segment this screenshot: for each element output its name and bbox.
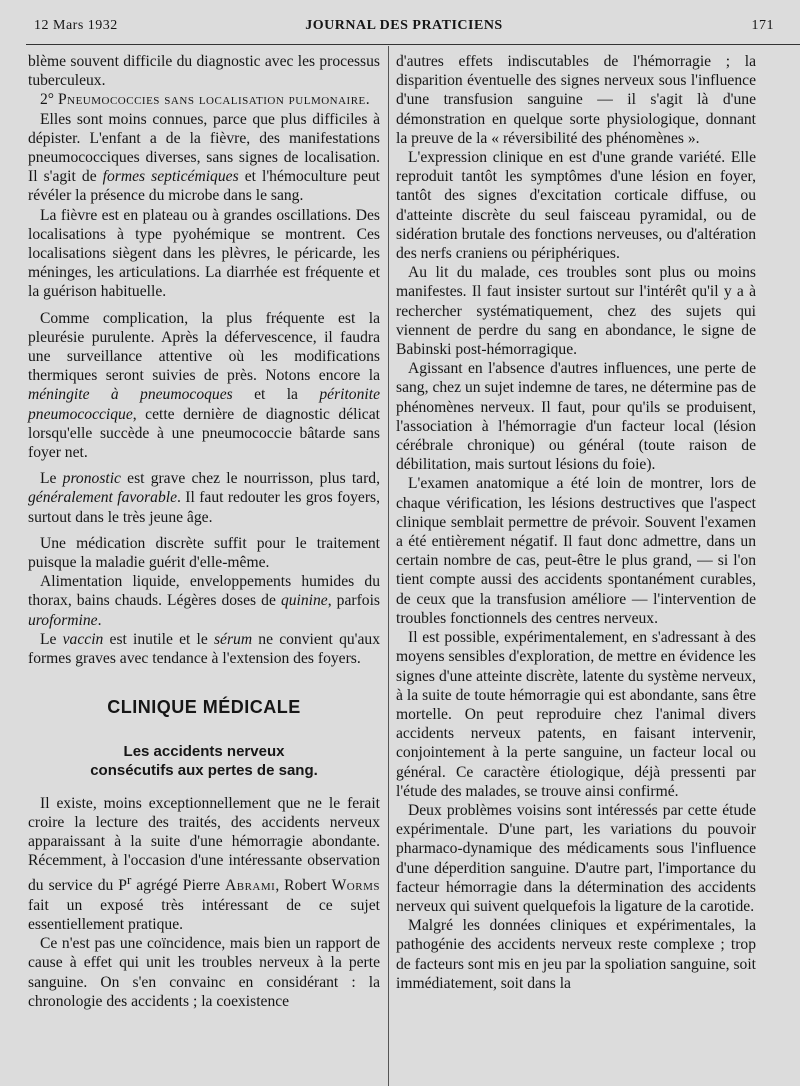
paragraph: L'examen anatomique a été loin de montrer, lors de chaque vérification, les lésions destructives que l'aspect clinique semblait permettre de prévoir. Souvent l'examen a été entièrement négatif. Il faut donc admettre, dans un certain nombre de cas, peut-être le plus grand, — si l'on tient compte aussi des accidents spontanément curables, de ceux que la transfusion améliore — l'intervention de troubles fonctionnels des centres nerveux. — [396, 475, 756, 627]
paragraph: Il est possible, expérimentalement, en s'adressant à des moyens sensibles d'exploration, de mettre en évidence les signes d'une atteinte discrète, latente du système nerveux, à la suite de toute hémorragie qui est abondante, sans être mortelle. On peut reproduire chez l'animal divers accidents nerveux patents, en faisant intervenir, conjointement à la perte sanguine, un facteur local ou général. Ce caractère étiologique, déjà pressenti par l'étude des malades, se trouve ainsi confirmé. — [396, 629, 756, 800]
paragraph: La fièvre est en plateau ou à grandes oscillations. Des localisations à type pyohémique se montrent. Ces localisations siègent dans les plèvres, le péricarde, les méninges, les articulations. La diarrhée est fréquente et la guérison habituelle. — [28, 206, 380, 301]
subsection-heading: 2° Pneumococcies sans localisation pulmonaire. — [40, 91, 371, 109]
header-page-number: 171 — [751, 18, 774, 33]
header-date: 12 Mars 1932 — [34, 18, 118, 33]
paragraph: Ce n'est pas une coïncidence, mais bien un rapport de cause à effet qui unit les troubles nerveux à la perte sanguine. On s'en convainc en considérant : la chronologie des accidents ; la coexistence — [28, 935, 380, 1010]
paragraph: Comme complication, la plus fréquente est la pleurésie purulente. Après la défervescence, il faudra une surveillance attentive où les modifications thermiques seront suivies de près. Notons encore la méningite à pneumocoques et la péritonite pneumococcique, cette dernière de diagnostic délicat lorsqu'elle succède à une pneumococcie bâtarde sans foyer net. — [28, 309, 380, 462]
paragraph: Le vaccin est inutile et le sérum ne convient qu'aux formes graves avec tendance à l'extension des foyers. — [28, 630, 380, 668]
paragraph: Au lit du malade, ces troubles sont plus ou moins manifestes. Il faut insister surtout sur l'intérêt qu'il y a à rechercher systématiquement, chez des sujets qui viennent de perdre du sang en abondance, le signe de Babinski post-hémorragique. — [396, 264, 756, 359]
paragraph: Malgré les données cliniques et expérimentales, la pathogénie des accidents nerveux reste complexe ; trop de facteurs sont mis en jeu par la spoliation sanguine, soit immédiatement, soit dans la — [396, 917, 756, 992]
paragraph: L'expression clinique en est d'une grande variété. Elle reproduit tantôt les symptômes d'une lésion en foyer, tantôt des signes d'excitation corticale diffuse, ou d'atteinte discrète du seul faisceau pyramidal, ou de sidération brutale des fonctions nerveuses, ou d'altération des nerfs craniens ou périphériques. — [396, 149, 756, 263]
paragraph: Une médication discrète suffit pour le traitement puisque la maladie guérit d'elle-même. — [28, 534, 380, 572]
article-title: Les accidents nerveux consécutifs aux pertes de sang. — [90, 742, 318, 779]
right-column — [396, 52, 756, 993]
left-column — [28, 52, 380, 1011]
paragraph: Elles sont moins connues, parce que plus difficiles à dépister. L'enfant a de la fièvre, des manifestations pneumococciques diverses, sans signes de localisation. Il s'agit de formes septicémiques et l'hémoculture peut révéler la présence du microbe dans le sang. — [28, 110, 380, 205]
paragraph-continued: blème souvent difficile du diagnostic avec les processus tuberculeux. — [28, 53, 380, 90]
section-title: CLINIQUE MÉDICALE — [107, 697, 301, 718]
paragraph: Alimentation liquide, enveloppements humides du thorax, bains chauds. Légères doses de quinine, parfois uroformine. — [28, 573, 380, 629]
running-header — [34, 18, 774, 40]
paragraph: Il existe, moins exceptionnellement que ne le ferait croire la lecture des traités, des accidents nerveux apparaissant à la suite d'une hémorragie abondante. Récemment, à l'occasion d'une intéressante observation du service du $P^r$ agrégé Pierre Abrami, Robert Worms fait un exposé très intéressant de ce sujet essentiellement pratique. — [28, 794, 380, 933]
paragraph: Agissant en l'absence d'autres influences, une perte de sang, chez un sujet indemne de tares, ne détermine pas de phénomènes nerveux. Il faut, pour qu'ils se produisent, l'association à l'hémorragie d'un facteur local (lésion cérébrale chronique) ou général (toute raison de débilitation, mais surtout lésions du foie). — [396, 360, 756, 474]
paragraph: Deux problèmes voisins sont intéressés par cette étude expérimentale. D'une part, les variations du pouvoir pharmaco-dynamique des médicaments sous l'influence d'une déperdition sanguine. D'autre part, l'importance du facteur hémorragie dans la détermination des accidents nerveux qui suivent quelquefois la ligature de la carotide. — [396, 801, 756, 915]
paragraph: Le pronostic est grave chez le nourrisson, plus tard, généralement favorable. Il faut redouter les gros foyers, surtout dans le très jeune âge. — [28, 470, 380, 526]
paragraph-continued: d'autres effets indiscutables de l'hémorragie ; la disparition éventuelle des signes nerveux sous l'influence d'une transfusion sanguine — il s'agit là d'une démonstration en quelque sorte physiologique, donnant la preuve de la « réversibilité des phénomènes ». — [396, 53, 756, 147]
header-journal-title: JOURNAL DES PRATICIENS — [305, 18, 503, 33]
header-rule — [26, 44, 800, 45]
column-divider — [388, 46, 389, 1086]
